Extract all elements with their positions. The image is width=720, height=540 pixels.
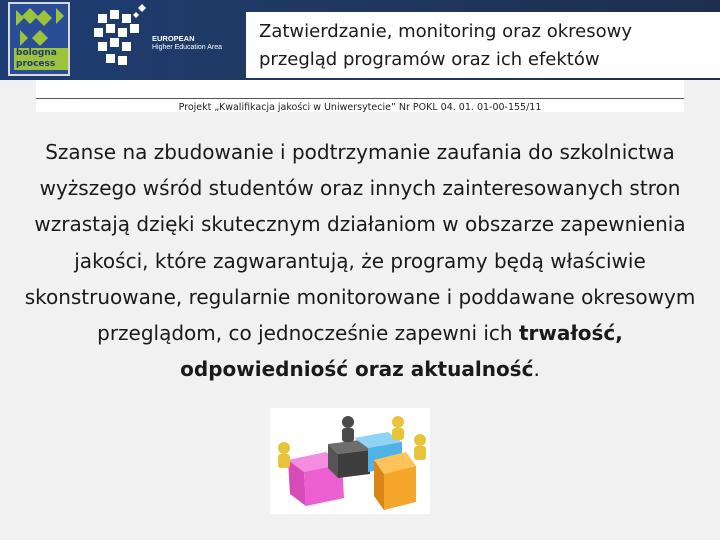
body-text: Szanse na zbudowanie i podtrzymanie zaufania do szkolnictwa wyższego wśród studentów oraz innych zainteresowanych stron wzrastają dzięki skutecznym działaniom w obszarze zapewnienia jakości, które zagwarantują, że programy będą właściwie skonstruowane, regularnie monitorowane i poddawane okresowym przeglądom, co jednocześnie zapewni ich	[24, 140, 696, 346]
title-line-1: Zatwierdzanie, monitoring oraz okresowy	[259, 21, 633, 42]
bologna-stars-icon	[10, 4, 68, 50]
divider	[36, 98, 684, 99]
ehea-grid-icon	[92, 4, 152, 74]
body-text-end: .	[533, 357, 540, 382]
ehea-logo-text	[152, 34, 222, 52]
bologna-logo-text: bologna process	[14, 48, 68, 70]
bologna-process-logo	[8, 2, 70, 76]
title-line-2: przegląd programów oraz ich efektów	[259, 49, 600, 70]
cubes-illustration	[270, 408, 430, 514]
people-assembling-cubes-icon	[270, 408, 430, 514]
body-paragraph	[22, 134, 698, 387]
page-title	[259, 18, 699, 74]
project-label: Projekt „Kwalifikacja jakości w Uniwersytecie” Nr POKL 04. 01. 01-00-155/11	[178, 102, 542, 113]
ehea-logo-line2: Higher Education Area	[152, 44, 223, 51]
body-bold-text: trwałość, odpowiedniość oraz aktualność	[180, 321, 623, 382]
ehea-logo-line1: EUROPEAN	[152, 34, 195, 43]
